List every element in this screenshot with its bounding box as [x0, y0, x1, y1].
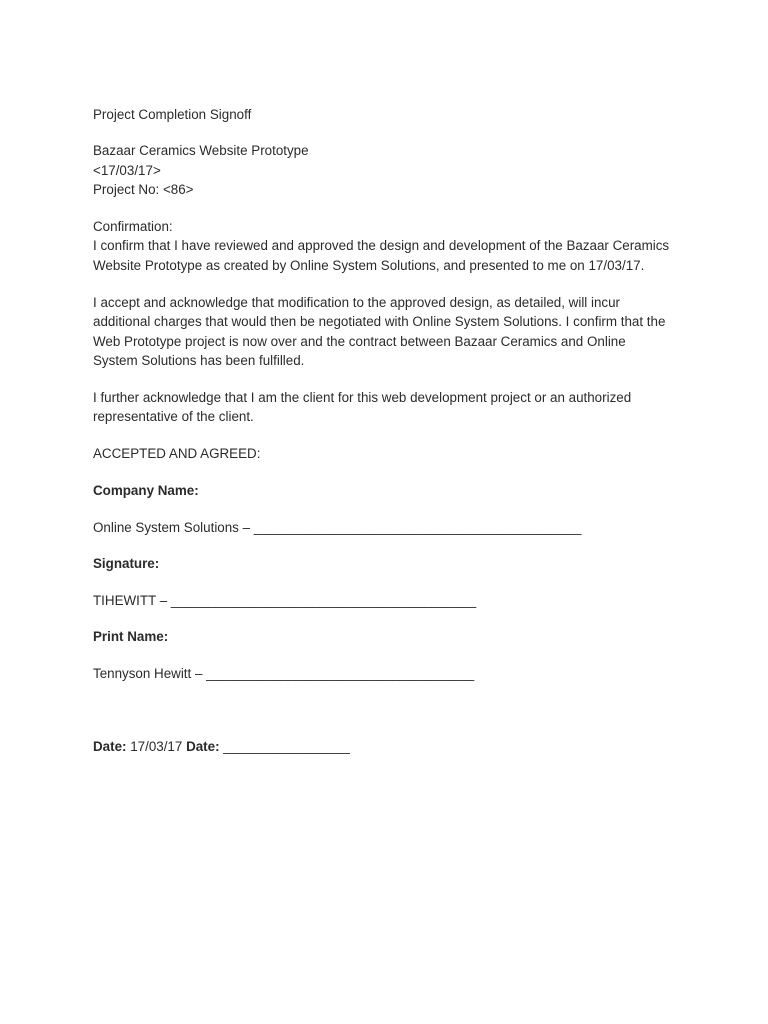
print-name-value: Tennyson Hewitt – ____________________________________: [93, 666, 475, 681]
document-title: Project Completion Signoff: [93, 107, 252, 122]
company-name-value: Online System Solutions – ____________________________________________: [93, 520, 582, 535]
date-value-1: 17/03/17: [126, 739, 187, 754]
confirmation-line-2: Website Prototype as created by Online System Solutions, and presented to me on 17/03/17.: [93, 258, 645, 273]
print-name-label: Print Name:: [93, 629, 169, 644]
date-label-2: Date:: [186, 739, 220, 754]
acknowledge-line-4: System Solutions has been fulfilled.: [93, 353, 305, 368]
acknowledge-line-3: Web Prototype project is now over and the contract between Bazaar Ceramics and Online: [93, 334, 626, 349]
confirmation-line-1: I confirm that I have reviewed and approved the design and development of the Bazaar Ceramics: [93, 238, 670, 253]
client-line-2: representative of the client.: [93, 409, 254, 424]
project-name: Bazaar Ceramics Website Prototype: [93, 143, 309, 158]
project-number: Project No: <86>: [93, 182, 194, 197]
date-row: [93, 737, 350, 757]
confirmation-heading: Confirmation:: [93, 219, 173, 234]
date-value-2: _________________: [219, 739, 350, 754]
date-label-1: Date:: [93, 739, 127, 754]
company-name-label: Company Name:: [93, 483, 199, 498]
project-date: <17/03/17>: [93, 163, 161, 178]
signature-label: Signature:: [93, 556, 160, 571]
client-line-1: I further acknowledge that I am the client for this web development project or an authorized: [93, 390, 632, 405]
accepted-heading: ACCEPTED AND AGREED:: [93, 446, 261, 461]
acknowledge-line-2: additional charges that would then be negotiated with Online System Solutions. I confirm that the: [93, 314, 666, 329]
acknowledge-line-1: I accept and acknowledge that modification to the approved design, as detailed, will incur: [93, 295, 621, 310]
signature-value: TIHEWITT – _________________________________________: [93, 593, 477, 608]
